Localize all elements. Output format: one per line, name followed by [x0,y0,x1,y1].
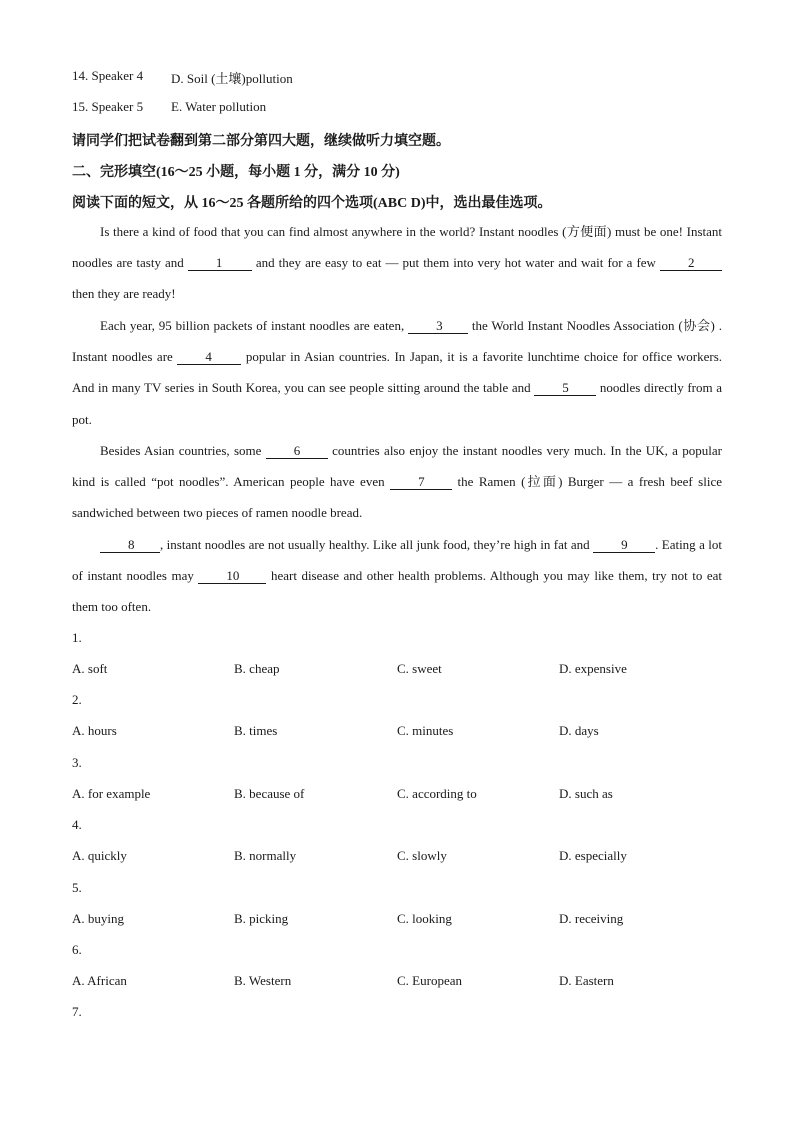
question-number: 5. [72,880,82,895]
blank-10: 10 [198,569,266,584]
option-a: A. for example [72,786,151,801]
passage-text: and they are easy to eat — put them into very hot water and wait for a few [251,255,660,271]
passage-text: the Ramen (拉面) Burger — a fresh beef slice sandwiched between two pieces of ramen noodle bread. [72,474,722,521]
option-d: D. receiving [559,911,624,926]
option-a: A. soft [72,661,108,676]
option-c: C. slowly [397,848,447,863]
option-d: D. expensive [559,661,627,676]
section-instruction: 阅读下面的短文，从 16～25 各题所给的四个选项(ABC D)中，选出最佳选项。 [72,196,552,211]
option-d: D. days [559,723,599,738]
option-a: A. quickly [72,848,127,863]
listening-item-14 [72,68,293,86]
option-a: A. buying [72,911,124,926]
passage-text: . Eating a lot of instant noodles may [72,537,722,584]
blank-4: 4 [177,350,241,365]
option-a: A. African [72,973,127,988]
passage-text: countries also enjoy the instant noodles very much. In the UK, a popular kind is called “pot noodles”. American people have even [72,443,722,490]
option-b: B. picking [234,911,289,926]
passage-text: noodles directly from a pot. [72,380,722,427]
option-d: D. especially [559,848,627,863]
option-b: B. times [234,723,278,738]
passage-text: Besides Asian countries, some [100,443,266,458]
listening-speaker: 15. Speaker 5 [72,99,144,114]
option-a: A. hours [72,723,117,738]
passage-text: , instant noodles are not usually healthy. Like all junk food, they’re high in fat and [160,537,594,552]
listening-speaker: 14. Speaker 4 [72,68,144,83]
question-number: 2. [72,692,82,707]
option-d: D. such as [559,786,613,801]
option-c: C. looking [397,911,452,926]
passage-paragraph-3 [72,435,722,529]
blank-6: 6 [266,444,328,459]
blank-3: 3 [408,319,468,334]
listening-item-15 [72,99,267,115]
blank-2: 2 [660,256,722,271]
blank-1: 1 [188,256,252,271]
section-title: 二、完形填空(16～25 小题，每小题 1 分，满分 10 分) [72,165,400,180]
option-b: B. Western [234,973,292,988]
option-b: B. cheap [234,661,280,676]
question-number: 3. [72,755,82,770]
option-b: B. normally [234,848,297,863]
question-number: 6. [72,942,82,957]
option-c: C. sweet [397,661,442,676]
passage-text: Is there a kind of food that you can find almost anywhere in the world? Instant noodles (方便面) must be one! Instant noodles are tasty and [72,224,722,271]
blank-9: 9 [593,538,655,553]
passage-text: Each year, 95 billion packets of instant noodles are eaten, [100,318,409,333]
option-b: B. because of [234,786,305,801]
option-c: C. European [397,973,462,988]
passage-paragraph-4 [72,529,722,623]
blank-5: 5 [534,381,596,396]
question-number: 1. [72,630,82,645]
passage-text: popular in Asian countries. In Japan, it is a favorite lunchtime choice for office workers. And in many TV series in South Korea, you can see people sitting around the table and [72,349,722,396]
question-number: 7. [72,1004,82,1019]
blank-8: 8 [100,538,160,553]
listening-option: E. Water pollution [171,99,267,114]
option-d: D. Eastern [559,973,614,988]
listening-instruction: 请同学们把试卷翻到第二部分第四大题，继续做听力填空题。 [72,134,450,149]
passage-paragraph-1 [72,216,722,310]
passage-text: the World Instant Noodles Association (协会) . Instant noodles are [72,318,722,365]
option-c: C. according to [397,786,477,801]
option-c: C. minutes [397,723,454,738]
passage-paragraph-2 [72,310,722,435]
listening-option: D. Soil (土壤)pollution [171,71,293,86]
passage-text: then they are ready! [72,286,176,302]
question-number: 4. [72,817,82,832]
passage-text: heart disease and other health problems. Although you may like them, try not to eat them too often. [72,568,722,615]
blank-7: 7 [390,475,452,490]
